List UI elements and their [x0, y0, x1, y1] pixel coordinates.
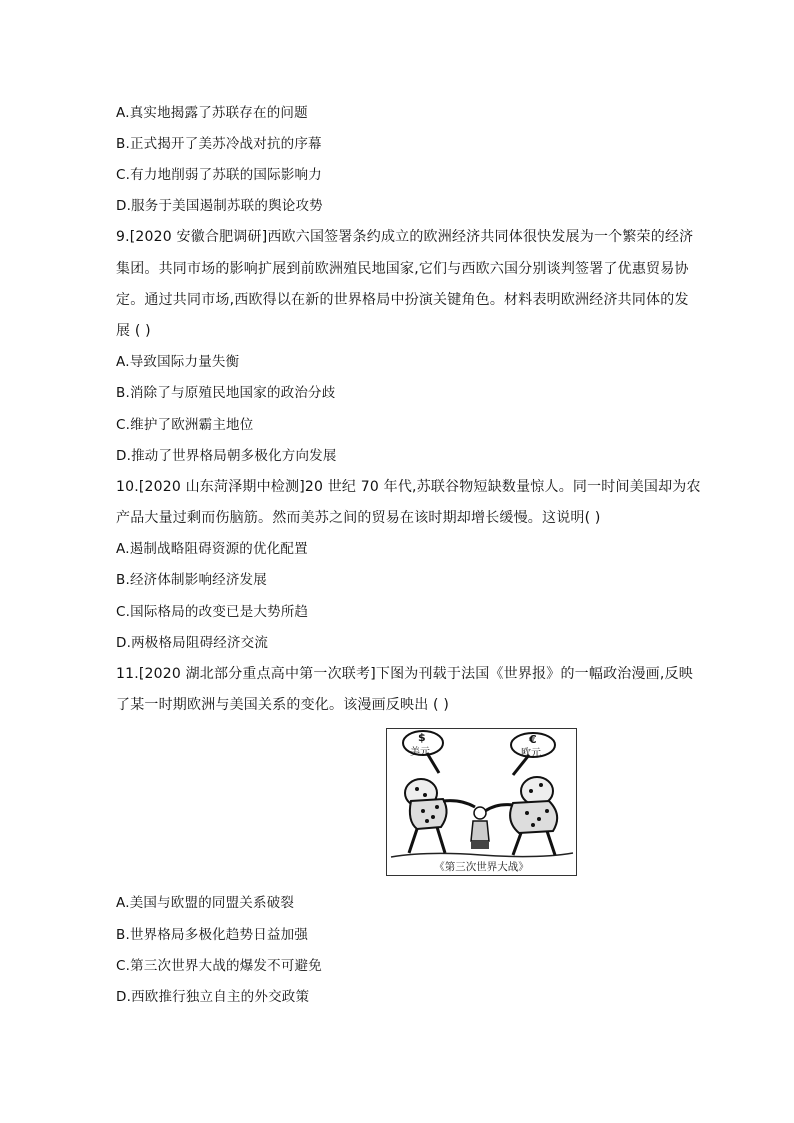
q10-stem-line-2: 产品大量过剩而伤脑筋。然而美苏之间的贸易在该时期却增长缓慢。这说明( ) [116, 510, 601, 526]
q10-stem-line-1: 10.[2020 山东菏泽期中检测]20 世纪 70 年代,苏联谷物短缺数量惊人。同一时间美国却为农 [116, 479, 701, 495]
cartoon-caption: 《第三次世界大战》 [434, 861, 529, 873]
q8-option-a: A.真实地揭露了苏联存在的问题 [116, 105, 308, 121]
q9-stem-line-1: 9.[2020 安徽合肥调研]西欧六国签署条约成立的欧洲经济共同体很快发展为一个繁荣的经济 [116, 229, 694, 245]
political-cartoon [386, 728, 577, 876]
q10-option-b: B.经济体制影响经济发展 [116, 572, 267, 588]
q11-option-c: C.第三次世界大战的爆发不可避免 [116, 958, 322, 974]
q9-stem-line-2: 集团。共同市场的影响扩展到前欧洲殖民地国家,它们与西欧六国分别谈判签署了优惠贸易协 [116, 261, 689, 277]
small-figure-center [471, 807, 489, 849]
q9-option-a: A.导致国际力量失衡 [116, 354, 240, 370]
q9-stem-line-4: 展 ( ) [116, 323, 151, 339]
right-bag-symbol: € [529, 733, 537, 746]
q11-option-b: B.世界格局多极化趋势日益加强 [116, 927, 309, 943]
q11-option-a: A.美国与欧盟的同盟关系破裂 [116, 895, 295, 911]
q8-option-b: B.正式揭开了美苏冷战对抗的序幕 [116, 136, 322, 152]
q9-option-b: B.消除了与原殖民地国家的政治分歧 [116, 385, 336, 401]
right-bag-label: 欧元 [521, 748, 541, 759]
q11-stem-line-1: 11.[2020 湖北部分重点高中第一次联考]下图为刊载于法国《世界报》的一幅政治漫画,反映 [116, 666, 693, 682]
q10-option-a: A.遏制战略阻碍资源的优化配置 [116, 541, 308, 557]
q9-option-d: D.推动了世界格局朝多极化方向发展 [116, 448, 337, 464]
q10-option-d: D.两极格局阻碍经济交流 [116, 635, 269, 651]
q11-stem-line-2: 了某一时期欧洲与美国关系的变化。该漫画反映出 ( ) [116, 697, 450, 713]
q10-option-c: C.国际格局的改变已是大势所趋 [116, 604, 309, 620]
q9-stem-line-3: 定。通过共同市场,西欧得以在新的世界格局中扮演关键角色。材料表明欧洲经济共同体的发 [116, 292, 689, 308]
q8-option-d: D.服务于美国遏制苏联的舆论攻势 [116, 198, 323, 214]
left-bag-symbol: $ [418, 731, 426, 744]
left-bag-label: 美元 [410, 747, 430, 758]
q8-option-c: C.有力地削弱了苏联的国际影响力 [116, 167, 322, 183]
q9-option-c: C.维护了欧洲霸主地位 [116, 417, 254, 433]
q11-option-d: D.西欧推行独立自主的外交政策 [116, 989, 310, 1005]
